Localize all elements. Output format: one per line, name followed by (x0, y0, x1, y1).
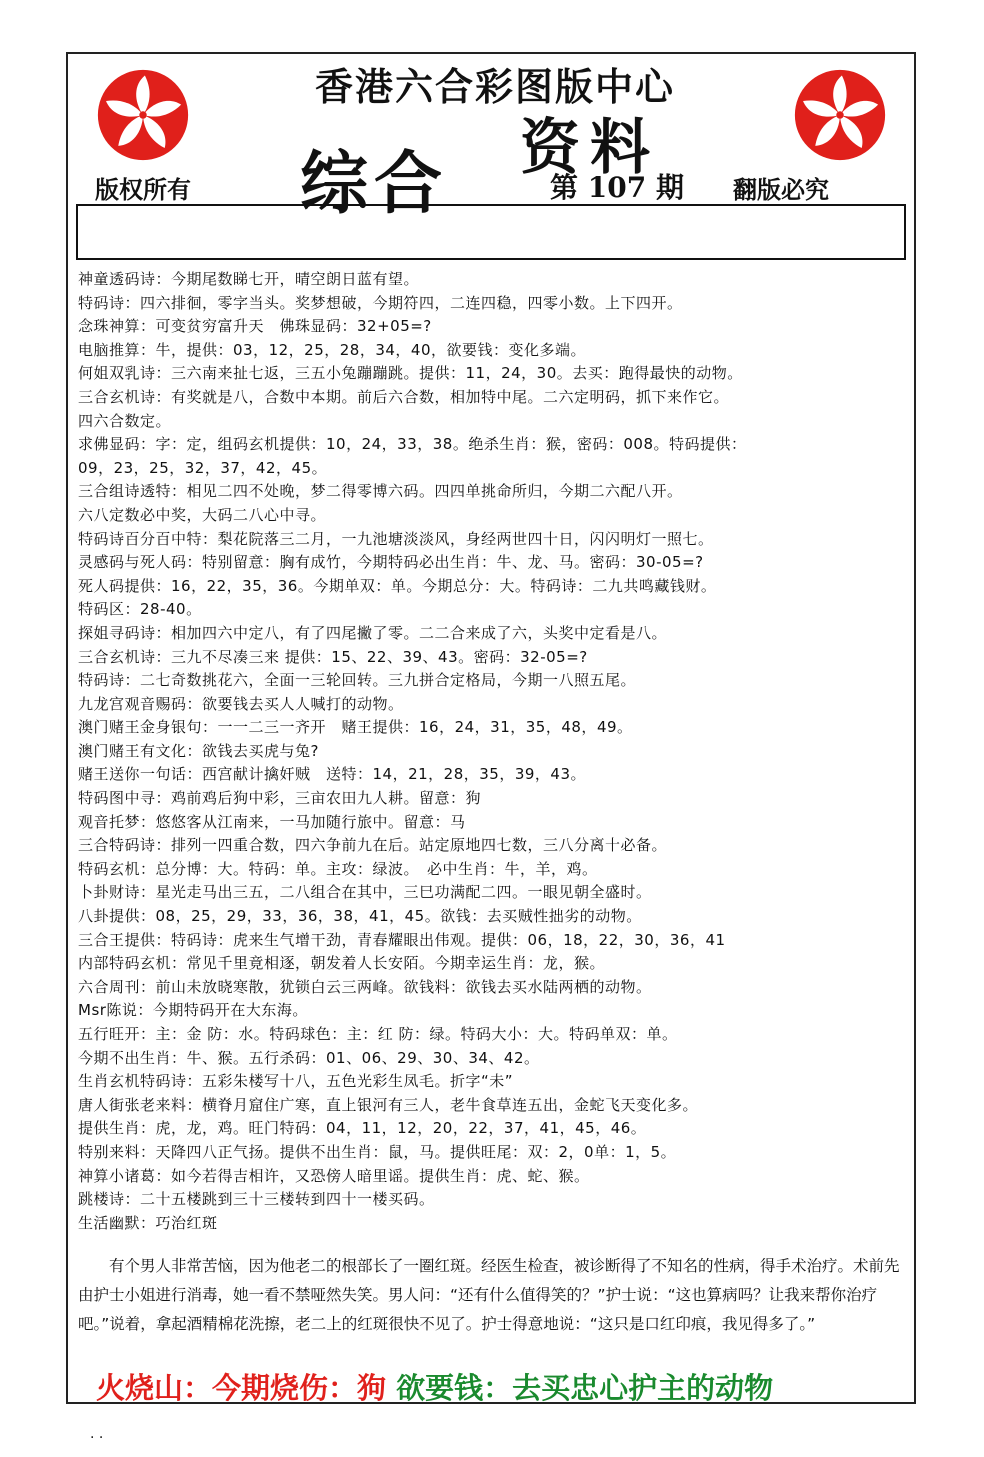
content-line: 卜卦财诗：星光走马出三五，二八组合在其中，三巳功满配二四。一眼见朝全盛时。 (78, 883, 652, 902)
headline-zonghe: 综合 (300, 144, 449, 224)
content-line: 特码诗百分百中特：梨花院落三二月，一九池塘淡淡风，身经两世四十日，闪闪明灯一照七。 (78, 529, 714, 548)
content-line: 五行旺开：主：金 防：水。特码球色：主：红 防：绿。特码大小：大。特码单双：单。 (78, 1025, 678, 1043)
content-line: 特别来料：天降四八正气扬。提供不出生肖：鼠，马。提供旺尾：双：2，0单：1，5。 (78, 1142, 677, 1161)
copyright-right: 翻版必究 (733, 175, 829, 204)
content-lines (78, 268, 908, 1235)
content-line: 生肖玄机特码诗：五彩朱楼写十八，五色光彩生凤毛。折字“未” (78, 1072, 514, 1091)
content-line: 特码诗：四六排徊，零字当头。奖梦想破，今期符四，二连四稳，四零小数。上下四开。 (78, 293, 683, 312)
footer-dots: . . (90, 1426, 104, 1442)
content-line: 生活幽默：巧治红斑 (78, 1213, 218, 1232)
content-line: 内部特码玄机：常见千里竟相逐，朝发着人长安陌。今期幸运生肖：龙，猴。 (78, 954, 606, 973)
bauhinia-emblem-left-icon (96, 68, 190, 162)
content-line: 四六合数定。 (78, 411, 172, 430)
humor-story: 有个男人非常苦恼，因为他老二的根部长了一圈红斑。经医生检查，被诊断得了不知名的性病，得手术治疗。术前先由护士小姐进行消毒，她一看不禁哑然失笑。男人问：“还有什么值得笑的？”护士说：“这也算病吗？让我来帮你治疗吧。”说着，拿起酒精棉花洗擦，老二上的红斑很快不见了。护士得意地说：“这只是口红印痕，我见得多了。” (78, 1257, 900, 1333)
content-line: 09，23，25，32，37，42，45。 (78, 458, 328, 477)
content-line: 念珠神算：可变贫穷富升天 佛珠显码：32+05=? (78, 317, 432, 336)
content-line: 三合王提供：特码诗：虎来生气增干劲，青春耀眼出伟观。提供：06，18，22，30，36，41 (78, 930, 726, 949)
content-line: 特码图中寻：鸡前鸡后狗中彩，三亩农田九人耕。留意：狗 (78, 789, 482, 808)
content-line: 电脑推算：牛，提供：03，12，25，28，34，40，欲要钱：变化多端。 (78, 340, 587, 359)
content-line: 唐人街张老来料：横脊月窟住广寒，直上银河有三人，老牛食草连五出，金蛇飞天变化多。 (78, 1095, 699, 1114)
content-line: 澳门赌王有文化：欲钱去买虎与兔? (78, 741, 319, 760)
issue-number: 第 107 期 (550, 171, 684, 204)
content-line: 求佛显码：字：定，组码玄机提供：10，24，33，38。绝杀生肖：猴，密码：008。特码提供： (78, 435, 747, 454)
content-line: 何姐双乳诗：三六南来扯七返，三五小兔蹦蹦跳。提供：11，24，30。去买：跑得最快的动物。 (78, 364, 743, 383)
content-line: 神童透码诗：今期尾数睇七开，晴空朗日蓝有望。 (78, 270, 420, 288)
content-line: 提供生肖：虎，龙，鸡。旺门特码：04，11，12，20，22，37，41，45，46。 (78, 1119, 647, 1138)
page-title: 香港六合彩图版中心 (314, 64, 675, 109)
banner-red-text: 火烧山：今期烧伤：狗 (96, 1371, 387, 1405)
headline-ziliao: 资料 (520, 113, 660, 183)
content-line: 六合周刊：前山未放晓寒散，犹锁白云三两峰。欲钱料：欲钱去买水陆两栖的动物。 (78, 977, 652, 996)
content-line: 六八定数必中奖，大码二八心中寻。 (78, 505, 327, 524)
copyright-left: 版权所有 (95, 175, 191, 204)
content-line: 灵感码与死人码：特别留意：胸有成竹，今期特码必出生肖：牛、龙、马。密码：30-05=? (78, 553, 704, 572)
bauhinia-emblem-right-icon (793, 68, 887, 162)
content-line: 跳楼诗：二十五楼跳到三十三楼转到四十一楼买码。 (78, 1190, 435, 1209)
content-line: 赌王送你一句话：西宫献计擒奸贼 送特：14，21，28，35，39，43。 (78, 765, 587, 784)
content-line: 九龙宫观音赐码：欲要钱去买人人喊打的动物。 (78, 694, 404, 713)
empty-banner-box (76, 204, 906, 260)
content-line: 观音托梦：悠悠客从江南来，一马加随行旅中。留意：马 (78, 812, 466, 831)
content-line: 特码区：28-40。 (78, 600, 202, 619)
content-line: 八卦提供：08，25，29，33，36，38，41，45。欲钱：去买贼性拙劣的动物。 (78, 907, 642, 926)
content-line: 今期不出生肖：牛、猴。五行杀码：01、06、29、30、34、42。 (78, 1048, 540, 1067)
content-line: Msr陈说：今期特码开在大东海。 (78, 1001, 308, 1020)
content-line: 澳门赌王金身银句：一一二三一齐开 赌王提供：16，24，31，35，48，49。 (78, 718, 633, 737)
content-line: 三合特码诗：排列一四重合数，四六争前九在后。站定原地四七数，三八分离十必备。 (78, 836, 668, 855)
banner-green-text: 欲要钱：去买忠心护主的动物 (396, 1371, 774, 1405)
content-line: 特码诗：二七奇数挑花六，全面一三轮回转。三九拼合定格局，今期一八照五尾。 (78, 671, 637, 690)
content-line: 死人码提供：16，22，35，36。今期单双：单。今期总分：大。特码诗：二九共鸣藏钱财。 (78, 576, 717, 595)
content-line: 三合玄机诗：有奖就是八，合数中本期。前后六合数，相加特中尾。二六定明码，抓下来作它。 (78, 387, 730, 406)
content-line: 三合组诗透特：相见二四不处晚，梦二得零博六码。四四单挑命所归，今期二六配八开。 (78, 482, 683, 501)
content-line: 神算小诸葛：如今若得吉相许，又恐傍人暗里谣。提供生肖：虎、蛇、猴。 (78, 1166, 590, 1185)
content-line: 特码玄机：总分博：大。特码：单。主攻：绿波。 必中生肖：牛，羊，鸡。 (78, 859, 598, 878)
content-line: 三合玄机诗：三九不尽凑三来 提供：15、22、39、43。密码：32-05=? (78, 647, 588, 666)
content-line: 探姐寻码诗：相加四六中定八，有了四尾撇了零。二二合来成了六，头奖中定看是八。 (78, 623, 668, 642)
bottom-banner (96, 1366, 773, 1407)
